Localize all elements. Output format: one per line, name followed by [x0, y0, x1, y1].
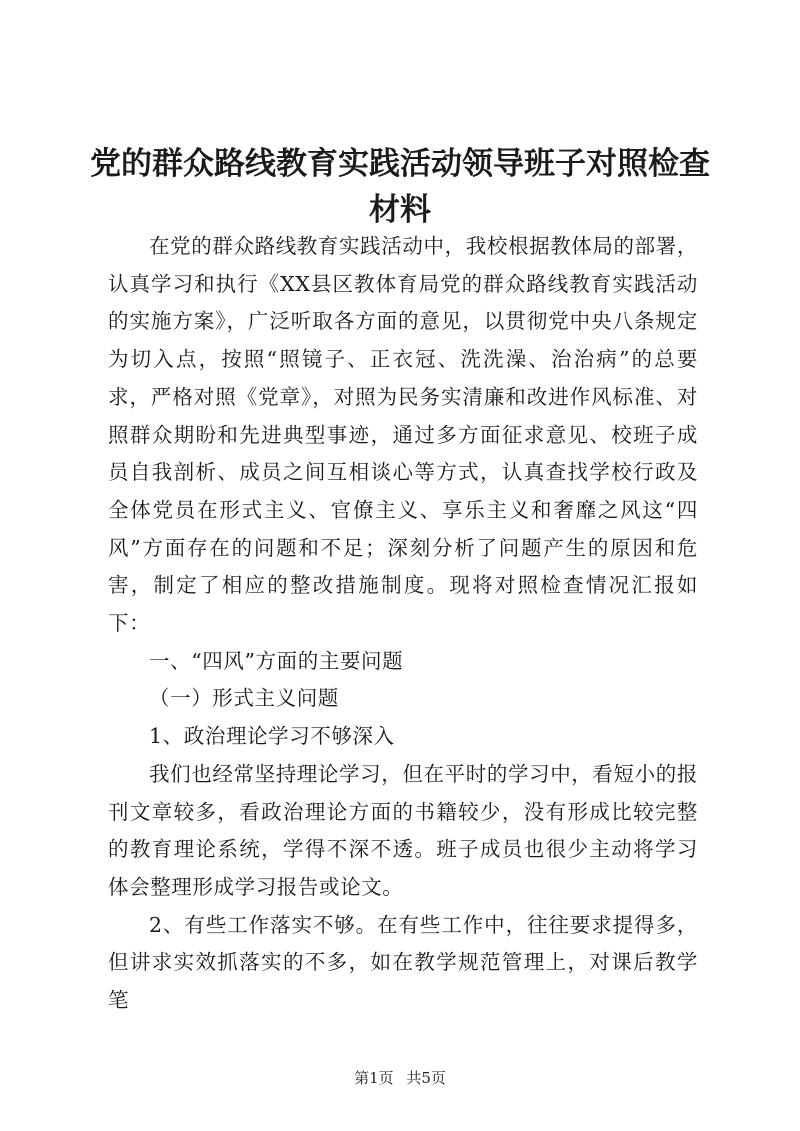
body-paragraph: 2、有些工作落实不够。在有些工作中，往往要求提得多，但讲求实效抓落实的不多，如在教学规范管理上，对课后教学笔 [108, 912, 698, 1013]
intro-paragraph: 在党的群众路线教育实践活动中，我校根据教体局的部署，认真学习和执行《XX县区教体育局党的群众路线教育实践活动的实施方案》，广泛听取各方面的意见，以贯彻党中央八条规定为切入点，按照“照镜子、正衣冠、洗洗澡、治治病”的总要求，严格对照《党章》，对照为民务实清廉和改进作风标准、对照群众期盼和先进典型事迹，通过多方面征求意见、校班子成员自我剖析、成员之间互相谈心等方式，认真查找学校行政及全体党员在形式主义、官僚主义、享乐主义和奢靡之风这“四风”方面存在的问题和不足；深刻分析了问题产生的原因和危害，制定了相应的整改措施制度。现将对照检查情况汇报如下： [108, 234, 698, 636]
document-title [60, 141, 740, 233]
page-number: 第1页 [354, 1069, 394, 1087]
subsection-heading: （一）形式主义问题 [149, 686, 339, 711]
title-line-2: 材料 [369, 192, 431, 228]
body-paragraph: 我们也经常坚持理论学习，但在平时的学习中，看短小的报刊文章较多，看政治理论方面的书籍较少，没有形成比较完整的教育理论系统，学得不深不透。班子成员也很少主动将学习体会整理形成学习报告或论文。 [108, 761, 698, 899]
item-heading: 1、政治理论学习不够深入 [149, 724, 395, 749]
page-total: 共5页 [406, 1069, 446, 1087]
document-body [108, 228, 698, 1020]
title-line-1: 党的群众路线教育实践活动领导班子对照检查 [90, 146, 710, 182]
page-footer [0, 1068, 800, 1088]
section-heading: 一、“四风”方面的主要问题 [149, 648, 404, 673]
